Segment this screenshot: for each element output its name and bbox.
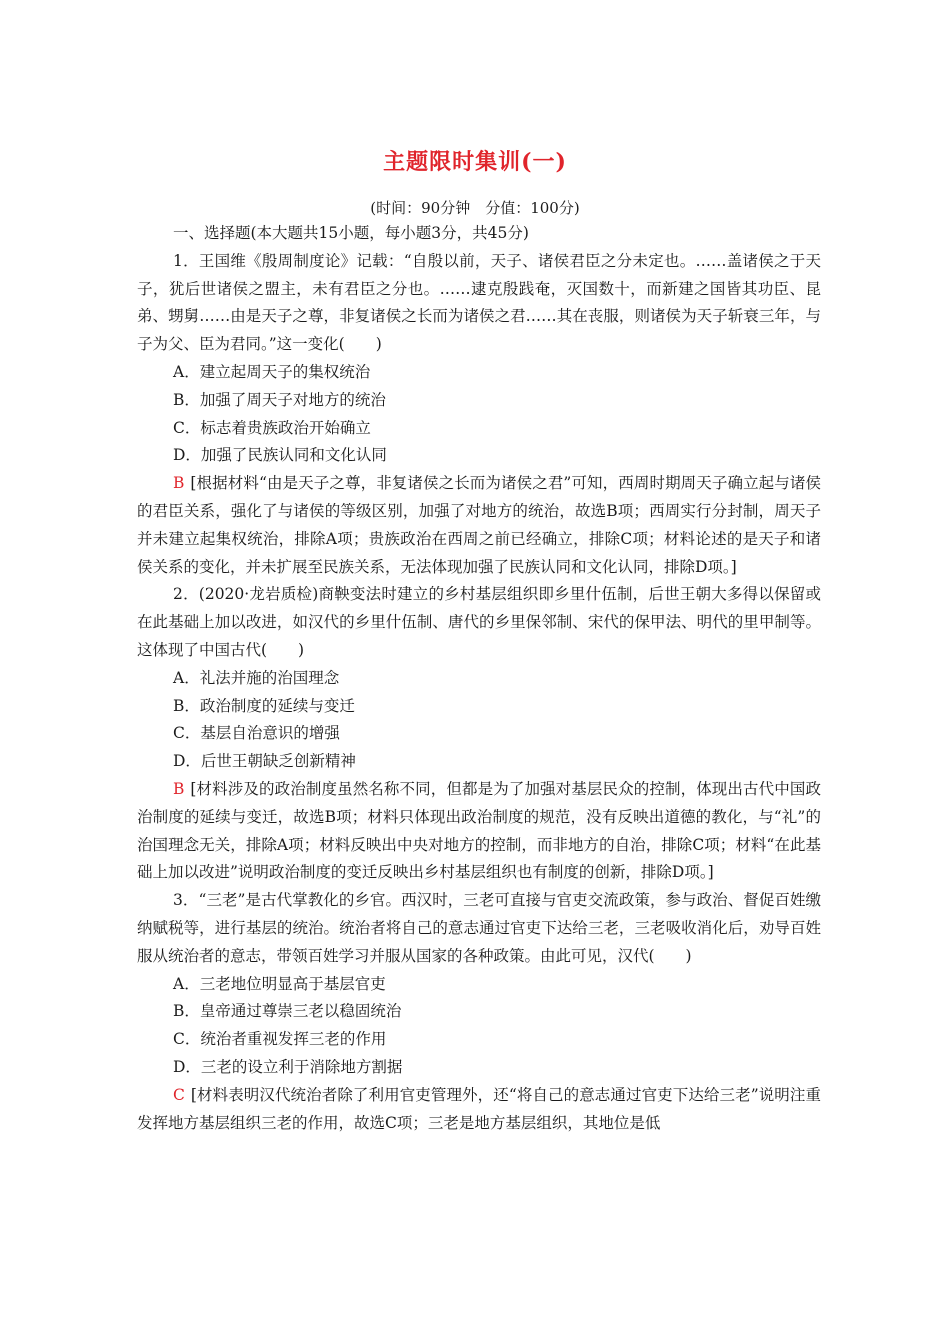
answer-explanation <box>137 776 821 887</box>
option-d: D．加强了民族认同和文化认同 <box>173 446 387 465</box>
answer-letter: B <box>173 779 185 798</box>
question-stem: 1．王国维《殷周制度论》记载：“自殷以前，天子、诸侯君臣之分未定也。……盖诸侯之于天子，犹后世诸侯之盟主，未有君臣之分也。……逮克殷践奄，灭国数十，而新建之国皆其功臣、昆弟、甥舅……由是天子之尊，非复诸侯之长而为诸侯之君……其在丧服，则诸侯为天子斩衰三年，与子为父、臣为君同。”这一变化( ) <box>137 251 821 354</box>
option-c: C．统治者重视发挥三老的作用 <box>173 1030 387 1049</box>
exam-meta: (时间：90分钟 分值：100分) <box>370 199 580 217</box>
question-stem: 3．“三老”是古代掌教化的乡官。西汉时，三老可直接与官吏交流政策，参与政治、督促百姓缴纳赋税等，进行基层的统治。统治者将自己的意志通过官吏下达给三老，三老吸收消化后，劝导百姓服从统治者的意志，带领百姓学习并服从国家的各种政策。由此可见，汉代( ) <box>137 891 821 965</box>
option-a: A．三老地位明显高于基层官吏 <box>173 974 386 993</box>
answer-explanation <box>137 1082 821 1138</box>
option-b: B．政治制度的延续与变迁 <box>173 696 355 715</box>
option-d: D．三老的设立利于消除地方割据 <box>173 1057 403 1076</box>
explanation-text: [材料涉及的政治制度虽然名称不同，但都是为了加强对基层民众的控制，体现出古代中国政治制度的延续与变迁，故选B项；材料只体现出政治制度的规范，没有反映出道德的教化，与“礼”的治国理念无关，排除A项；材料反映出中央对地方的控制，而非地方的自治，排除C项；材料“在此基础上加以改进”说明政治制度的变迁反映出乡村基层组织也有制度的创新，排除D项。] <box>137 779 821 882</box>
page-title: 主题限时集训(一) <box>383 149 567 175</box>
section-header: 一、选择题(本大题共15小题，每小题3分，共45分) <box>173 224 529 242</box>
question-stem: 2．(2020·龙岩质检)商鞅变法时建立的乡村基层组织即乡里什伍制，后世王朝大多得以保留或在此基础上加以改进，如汉代的乡里什伍制、唐代的乡里保邻制、宋代的保甲法、明代的里甲制等。这体现了中国古代( ) <box>137 585 821 659</box>
option-d: D．后世王朝缺乏创新精神 <box>173 752 356 771</box>
explanation-text: [根据材料“由是天子之尊，非复诸侯之长而为诸侯之君”可知，西周时期周天子确立起与诸侯的君臣关系，强化了与诸侯的等级区别，加强了对地方的统治，故选B项；西周实行分封制，周天子并未建立起集权统治，排除A项；贵族政治在西周之前已经确立，排除C项；材料论述的是天子和诸侯关系的变化，并未扩展至民族关系，无法体现加强了民族认同和文化认同，排除D项。] <box>137 474 821 576</box>
explanation-text: [材料表明汉代统治者除了利用官吏管理外，还“将自己的意志通过官吏下达给三老”说明注重发挥地方基层组织三老的作用，故选C项；三老是地方基层组织，其地位是低 <box>137 1085 821 1132</box>
option-b: B．皇帝通过尊崇三老以稳固统治 <box>173 1002 402 1021</box>
option-b: B．加强了周天子对地方的统治 <box>173 390 386 409</box>
answer-letter: B <box>173 474 185 493</box>
question-2 <box>137 581 821 887</box>
option-c: C．基层自治意识的增强 <box>173 724 340 743</box>
question-3 <box>137 887 821 1137</box>
option-c: C．标志着贵族政治开始确立 <box>173 418 371 437</box>
answer-explanation <box>137 470 821 581</box>
question-1 <box>137 248 821 582</box>
option-a: A．建立起周天子的集权统治 <box>173 362 371 381</box>
content <box>137 220 821 1137</box>
answer-letter: C <box>173 1085 185 1104</box>
option-a: A．礼法并施的治国理念 <box>173 668 340 687</box>
